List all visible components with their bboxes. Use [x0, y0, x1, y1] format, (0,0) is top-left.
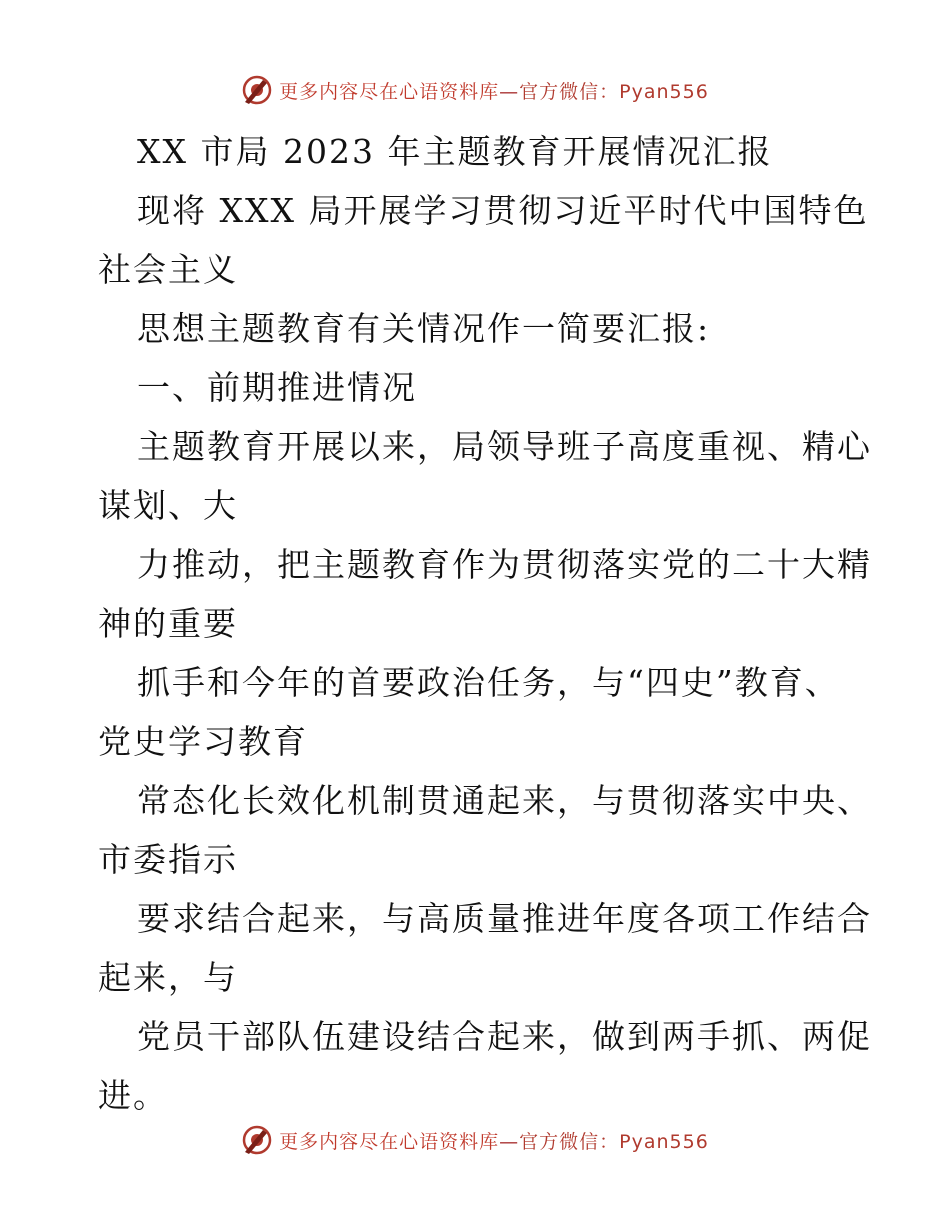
quill-seal-icon: [241, 74, 273, 106]
watermark-separator: —: [499, 1130, 520, 1153]
watermark-banner-bottom: [0, 1120, 950, 1160]
paragraph-line: 力推动，把主题教育作为贯彻落实党的二十大精: [137, 545, 872, 584]
paragraph-line: 神的重要: [98, 604, 238, 643]
watermark-text: [279, 1127, 709, 1154]
document-body: [98, 122, 872, 1125]
section-heading: 一、前期推进情况: [137, 368, 417, 407]
paragraph-line: 市委指示: [98, 840, 238, 879]
paragraph-line: 进。: [98, 1076, 168, 1115]
paragraph-line: 党史学习教育: [98, 722, 308, 761]
paragraph-line: 谋划、大: [98, 486, 238, 525]
watermark-prefix: 更多内容尽在心语资料库: [279, 1130, 500, 1153]
watermark-banner-top: [0, 70, 950, 110]
watermark-suffix: 官方微信：Pyan556: [519, 1130, 709, 1153]
watermark-text: [279, 77, 709, 104]
watermark-separator: —: [499, 80, 520, 103]
paragraph-line: 现将 XXX 局开展学习贯彻习近平时代中国特色: [137, 191, 869, 230]
watermark-prefix: 更多内容尽在心语资料库: [279, 80, 500, 103]
paragraph-line: 社会主义: [98, 250, 238, 289]
paragraph-line: 抓手和今年的首要政治任务，与“四史”教育、: [137, 663, 840, 702]
quill-seal-icon: [241, 1124, 273, 1156]
paragraph-line: 起来，与: [98, 958, 238, 997]
paragraph-line: 党员干部队伍建设结合起来，做到两手抓、两促: [137, 1017, 872, 1056]
document-title: XX 市局 2023 年主题教育开展情况汇报: [137, 132, 773, 171]
paragraph-line: 要求结合起来，与高质量推进年度各项工作结合: [137, 899, 872, 938]
paragraph-line: 常态化长效化机制贯通起来，与贯彻落实中央、: [137, 781, 872, 820]
watermark-suffix: 官方微信：Pyan556: [519, 80, 709, 103]
paragraph-line: 思想主题教育有关情况作一简要汇报:: [137, 309, 711, 348]
paragraph-line: 主题教育开展以来，局领导班子高度重视、精心: [137, 427, 872, 466]
